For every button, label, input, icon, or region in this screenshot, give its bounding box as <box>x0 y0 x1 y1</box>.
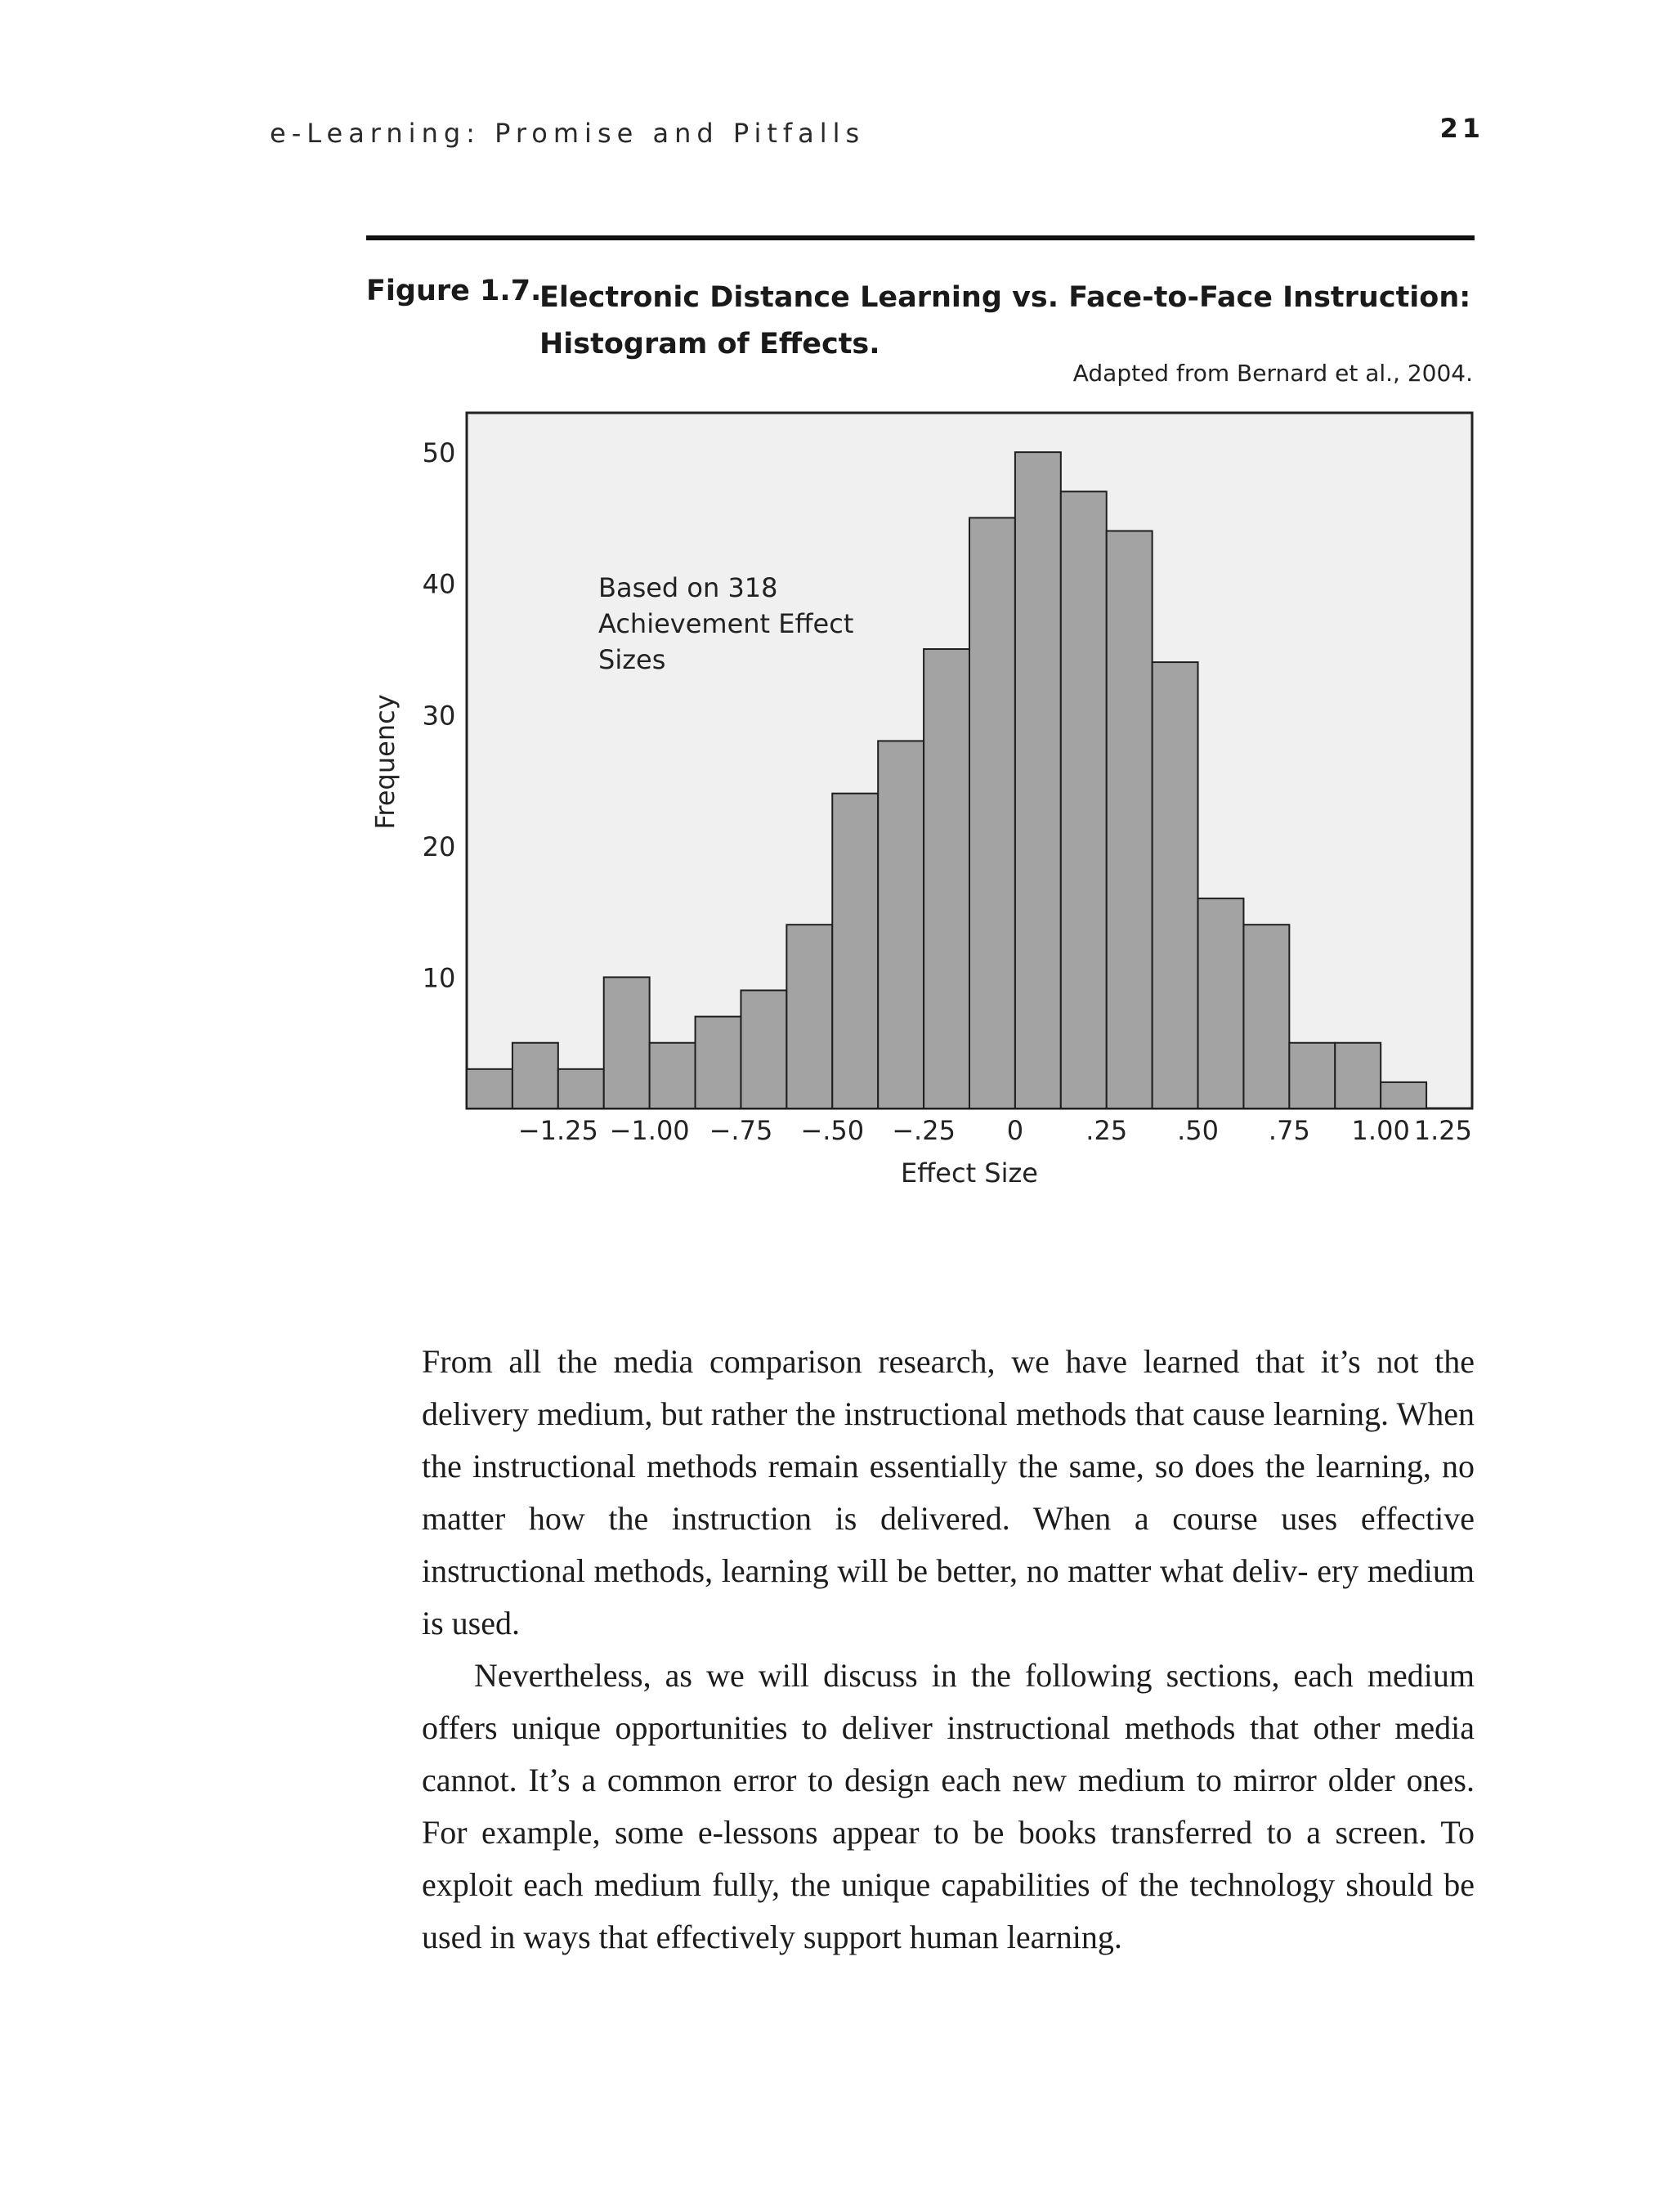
y-axis-label: Frequency <box>369 694 401 830</box>
chart-annotation-line: Achievement Effect <box>598 608 854 639</box>
figure-label: Figure 1.7. <box>366 275 542 307</box>
histogram-bar <box>1015 452 1061 1108</box>
x-tick-label: .75 <box>1268 1115 1310 1146</box>
figure-source: Adapted from Bernard et al., 2004. <box>1072 360 1473 387</box>
histogram-bar <box>741 990 786 1108</box>
histogram-bar <box>1198 898 1244 1108</box>
x-tick-label: .50 <box>1177 1115 1219 1146</box>
histogram-bar <box>1107 531 1153 1108</box>
body-text <box>422 1336 1475 1963</box>
histogram-bar <box>558 1069 604 1108</box>
x-axis-label: Effect Size <box>901 1157 1038 1189</box>
histogram-bar <box>969 517 1015 1108</box>
x-tick-label: 0 <box>1006 1115 1024 1146</box>
x-tick-label: .25 <box>1085 1115 1128 1146</box>
histogram-bar <box>878 741 924 1108</box>
histogram-bar <box>650 1043 696 1108</box>
chart-annotation-line: Based on 318 <box>598 572 778 603</box>
y-tick-label: 30 <box>422 700 456 732</box>
histogram-bar <box>1243 925 1289 1108</box>
running-head: e-Learning: Promise and Pitfalls <box>270 118 866 149</box>
x-tick-label: −.25 <box>892 1115 956 1146</box>
chart-annotation-line: Sizes <box>598 644 666 675</box>
y-tick-label: 50 <box>422 437 456 469</box>
histogram-bar <box>1381 1082 1426 1108</box>
histogram-bar <box>512 1043 558 1108</box>
y-tick-label: 40 <box>422 568 456 600</box>
histogram-bar <box>696 1017 741 1108</box>
x-tick-label: 1.25 <box>1413 1115 1472 1146</box>
x-tick-label: 1.00 <box>1351 1115 1410 1146</box>
paragraph: Nevertheless, as we will discuss in the following sections, each medium offers unique opportunities to deliver instructional methods that other media cannot. It’s a common error to design each new medium to mirror older ones. For example, some e-lessons appear to be books transferred to a screen. To exploit each medium fully, the unique capabilities of the technology should be used in ways that effectively support human learning. <box>422 1657 1475 1955</box>
histogram-bar <box>1289 1043 1335 1108</box>
histogram-bar <box>1061 491 1107 1108</box>
y-tick-label: 20 <box>422 831 456 862</box>
paragraph: From all the media comparison research, we have learned that it’s not the delivery medium, but rather the instructional methods that cause learning. When the instructional methods remain essentially the same, so does the learning, no matter how the instruction is delivered. When a course uses effective instructional methods, learning will be better, no matter what deliv- ery medium is used. <box>422 1343 1475 1641</box>
histogram-bar <box>1335 1043 1381 1108</box>
x-tick-label: −.50 <box>800 1115 865 1146</box>
histogram-bar <box>786 925 832 1108</box>
x-tick-label: −.75 <box>709 1115 773 1146</box>
x-tick-label: −1.00 <box>609 1115 690 1146</box>
y-tick-label: 10 <box>422 962 456 994</box>
figure-title: Electronic Distance Learning vs. Face-to-Face Instruction: Histogram of Effects. <box>539 281 1471 360</box>
histogram-bar <box>924 649 969 1108</box>
x-tick-label: −1.25 <box>517 1115 598 1146</box>
histogram-bar <box>832 794 878 1108</box>
page-number: 21 <box>1439 113 1484 144</box>
histogram-bar <box>1153 662 1198 1108</box>
histogram-bar <box>604 977 650 1108</box>
histogram-bar <box>467 1069 512 1108</box>
